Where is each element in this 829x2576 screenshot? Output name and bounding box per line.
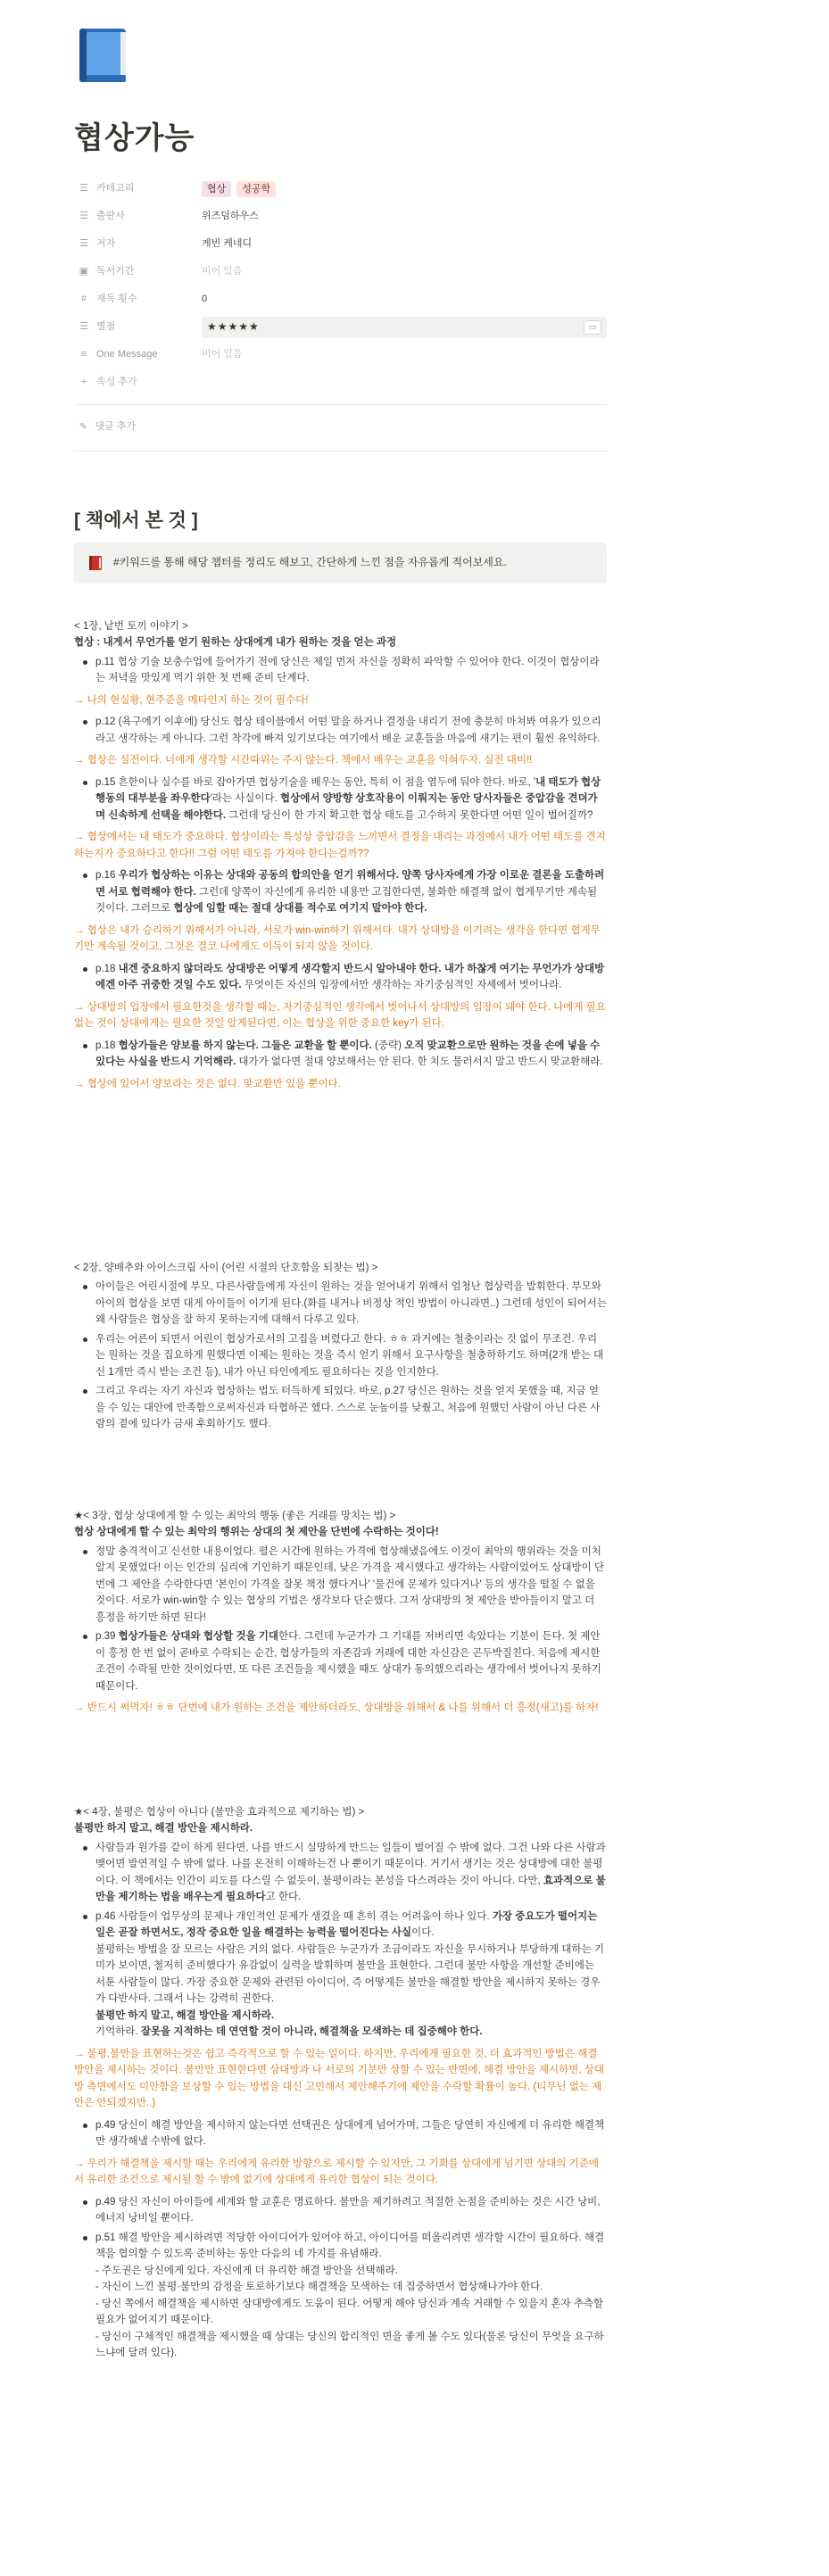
properties-panel	[74, 175, 607, 396]
list-icon: ☰	[79, 237, 88, 249]
comment-icon: ✎	[79, 422, 87, 432]
list-item: p.15 흔한이나 실수를 바로 잡아가면 협상기술을 배우는 동안, 특히 이 점을 염두에 둬야 한다. 바로, '내 태도가 협상 행동의 대부분을 좌우한다'라는 사실이다. 협상에서 양방향 상호작용이 이뤄지는 동안 당사자들은 중압감을 견뎌가며 신속하게 선택을 해야한다. 그런데 당신이 한 가지 확고한 협상 태도를 고수하지 못한다면 어떤 일이 벌어질까?	[74, 774, 607, 824]
note: → 상대방의 입장에서 필요한것을 생각할 때는, 자기중심적인 생각에서 벗어나서 상대방의 입장이 돼야 한다. 나에게 필요없는 것이 상대에게는 필요한 것일 알게된다면, 이는 협상을 위한 중요한 key가 된다.	[74, 1001, 606, 1030]
chapter-subtitle: 협상 상대에게 할 수 있는 최악의 행위는 상대의 첫 제안을 단번에 수락하는 것이다!	[74, 1527, 439, 1538]
list-icon: ☰	[79, 320, 88, 332]
note: → 불평,불만을 표현하는것은 쉽고 즉각적으로 할 수 있는 일이다. 하지만, 우리에게 필요한 것, 더 효과적인 방법은 해결 방안을 제시하는 것이다. 불만만 표현한다면 상대방과 나 서로의 기분만 상할 수 있는 반면에, 해결 방안을 제시하면, 상대방 측면에서도 미안함을 보상할 수 있는 방법을 대신 고민해서 제안해주기에 제안을 수락할 확률이 높다. (티무닌 없는 제안은 안되겠지만..)	[74, 2048, 604, 2109]
calendar-icon: ▣	[79, 265, 89, 277]
note: → 반드시 써먹자! ㅎㅎ 단번에 내가 원하는 조건을 제안하더라도, 상대방을 위해서 & 나를 위해서 더 흥정(새고)를 하자!	[74, 1702, 599, 1714]
list-item: 아이들은 어린시절에 부모, 다른사람들에게 자신이 원하는 것을 얻어내기 위해서 엄청난 협상력을 발휘한다. 부모와 아이의 협상을 보면 대게 아이들이 이기게 된다.(화를 내거나 비정상 적인 방법이 아니라면..) 그런데 성인이 되어서는 왜 사람들은 협상을 잘 하지 못하는지에 대해서 다루고 있다.	[74, 1279, 607, 1329]
note: → 우리가 해결책을 제시할 때는 우리에게 유리한 방향으로 제시할 수 있지만, 그 기회를 상대에게 넘기면 상대의 기준에서 유리한 조건으로 제시될 할 수 밖에 없기에 상대에게 유리한 협상이 되는 것이다.	[74, 2158, 599, 2186]
list-item: 정말 충격적이고 신선한 내용이었다. 펼은 시간에 원하는 가격에 협상해냈음에도 이것이 최악의 행위라는 것을 미처 알지 못했었다! 이는 인간의 심리에 기인하기 때문인데, 낮은 가격을 제시했다고 생각하는 사람이었어도 상대방이 단번에 그 제안을 수락한다면 '본인이 가격을 잘못 책정 했다거나' '물건에 문제가 있다거나' 등의 생각을 떨칠 수 없을 것이다. 서로가 win-win할 수 있는 협상의 기법은 생각보다 단순했다. 그저 상대방의 첫 제안을 받아들이지 말고 더 흥정을 하기만 하면 된다!	[74, 1544, 607, 1627]
chapter-subtitle: 협상 : 내게서 무언가를 얻기 원하는 상대에게 내가 원하는 것을 얻는 과정	[74, 637, 397, 649]
list-item: p.46 사람들이 업무상의 문제나 개인적인 문제가 생겼을 때 흔히 겪는 어려움이 하나 있다. 가장 중요도가 떨어지는 일은 곧잘 하면서도, 정작 중요한 일을 해결하는 능력을 떨어진다는 사실이다. 불평하는 방법을 잘 모르는 사람은 거의 없다. 사람들은 누군가가 조금이라도 자신을 무시하거나 부당하게 대하는 기미가 보이면, 철저히 준비했다가 유감없이 실력을 발휘하며 불만을 표현한다. 그런데 불만 사항을 개선할 준비에는 서툰 사람들이 많다. 가장 중요한 문제와 관련된 아이디어, 즉 어떻게든 불만을 해결할 방안을 제시하지 못하는 경우가 다반사다. 그래서 나는 강력히 권한다. 불평만 하지 말고, 해결 방안을 제시하라. 기억하라. 잘못을 지적하는 데 연연할 것이 아니라, 해결책을 모색하는 데 집중해야 한다.	[74, 1909, 607, 2041]
list-item: p.49 당신 자신이 아이들에 세계와 할 교훈은 명료하다. 불만을 제기하려고 적절한 논점을 준비하는 것은 시간 낭비, 에너지 낭비일 뿐이다.	[74, 2194, 607, 2227]
tag-success[interactable]: 성공학	[236, 181, 276, 197]
divider	[74, 404, 607, 405]
plus-icon: +	[80, 376, 87, 387]
chapter-2	[74, 1260, 607, 1436]
page-title[interactable]: 협상가능	[74, 121, 195, 155]
hash-icon: #	[80, 293, 87, 304]
chapter-3	[74, 1508, 607, 1722]
list-icon: ☰	[79, 210, 88, 221]
text-icon: ≡	[80, 348, 87, 360]
list-item: p.18 내겐 중요하지 않더라도 상대방은 어떻게 생각할지 반드시 알아내야 한다. 내가 하찮게 여기는 무언가가 상대방에겐 아주 귀중한 것일 수도 있다. 무엇이든 자신의 입장에서만 생각하는 자기중심적인 자세에서 벗어나라.	[74, 961, 607, 994]
property-rating[interactable]: ☰ 별점 ★★★★★ ▭	[74, 313, 607, 341]
property-reread-count[interactable]: # 재독 횟수 0	[74, 286, 607, 313]
list-item: 우리는 어른이 되면서 어린이 협상가로서의 고집을 버렸다고 한다. ㅎㅎ 과거에는 철충이라는 것 없이 무조건. 우리는 원하는 것을 집요하게 원했다면 이제는 원하는 것을 즉시 얻기 위해서 요구사항을 철충하하기도 하며(2개 받는 대신 1개만 즉시 받는 조건 등), 내가 아닌 타인에게도 필요하다는 것을 인지한다.	[74, 1331, 607, 1381]
add-comment-button[interactable]: ✎ 댓글 추가	[74, 413, 607, 442]
blue-book-icon[interactable]	[74, 25, 133, 84]
add-property-button[interactable]: + 속성 추가	[74, 369, 607, 396]
chapter-title: ★< 3장, 협상 상대에게 할 수 있는 최악의 행동 (좋은 거래를 망치는 법) >	[74, 1511, 396, 1521]
callout: #키워드를 통해 해당 챕터를 정리도 해보고, 간단하게 느낀 점을 자유롭게 적어보세요.	[74, 543, 607, 584]
chapter-title: < 2장, 양배추와 아이스크림 사이 (어린 시절의 단호함을 되찾는 법) >	[74, 1263, 378, 1273]
note: → 협상에서는 내 태도가 중요하다. 협상이라는 특성상 중압감을 느끼면서 결정을 내리는 과정에서 내가 어떤 태도를 견지하는지가 중요하다고 한다!! 그럼 어떤 태도를 가져야 한다는걸까??	[74, 832, 606, 859]
property-author[interactable]: ☰ 저자 게빈 케네디	[74, 230, 607, 258]
list-item: p.39 협상가들은 상대와 협상할 것을 기대한다. 그런데 누군가가 그 기대를 저버리면 속았다는 기분이 든다. 첫 제안이 흥정 한 번 없이 곧바로 수락되는 순간, 협상가들의 자존감과 거래에 대한 자신감은 곤두박질친다. 처음에 제시한 조건이 수락될 만한 것이었다면, 또 다른 조건들을 제시했을 때도 상대가 동의했으리라는 생각에서 벗어나지 못하기 때문이다.	[74, 1628, 607, 1694]
chapter-subtitle: 불평만 하지 말고, 해결 방안을 제시하라.	[74, 1823, 253, 1835]
list-item: p.51 해결 방안을 제시하려면 적당한 아이디어가 있어야 하고, 아이디어를 떠올리려면 생각할 시간이 필요하다. 해결책을 협의할 수 있도록 준비하는 동안 다음의 네 가지를 유념해라. - 주도권은 당신에게 있다. 자신에게 더 유리한 해결 방안을 선택해라. - 자신이 느낀 불평·불만의 감정을 토로하기보다 해결책을 모색하는 데 집중하면서 협상해나가야 한다. - 당신 쪽에서 해결책을 제시하면 상대방에게도 도움이 된다. 어떻게 해야 당신과 계속 거래할 수 있을지 혼자 추측할 필요가 없어지기 때문이다. - 당신이 구체적인 해결책을 제시했을 때 상대는 당신의 합리적인 면을 좋게 볼 수도 있다(물론 당신이 무엇을 요구하느냐에 달려 있다).	[74, 2230, 607, 2362]
red-book-icon	[88, 555, 103, 571]
list-item: p.11 협상 기술 보충수업에 들어가기 전에 당신은 제일 먼저 자신을 정확히 파악할 수 있어야 한다. 이것이 협상이라는 저녁을 맛있게 먹기 위한 첫 번째 준비 단계다.	[74, 654, 607, 687]
note: → 협상에 있어서 양보라는 것은 없다. 맞교환만 있을 뿐이다.	[74, 1078, 341, 1089]
property-reading-period[interactable]: ▣ 독서기간 비어 있음	[74, 258, 607, 286]
list-item: 그리고 우리는 자기 자신과 협상하는 법도 터득하게 되었다. 바로, p.27 당신은 원하는 것을 얻지 못했을 때, 지금 얻을 수 있는 대안에 만족함으로써자신과 타협하곤 했다. 스스로 눈높이를 낮췄고, 처음에 원했던 사람이 아닌 다른 사람의 곁에 있다가 금새 후회하기도 했다.	[74, 1383, 607, 1433]
list-item: p.18 협상가들은 양보를 하지 않는다. 그들은 교환을 할 뿐이다. (중략) 오직 맞교환으로만 원하는 것을 손에 넣을 수 있다는 사실을 반드시 기억해라. 대가가 없다면 절대 양보해서는 안 된다. 한 치도 물러서지 말고 반드시 맞교환해라.	[74, 1038, 607, 1071]
list-item: p.12 (욕구에기 이후에) 당신도 협상 테이블에서 어떤 말을 하거나 결정을 내리기 전에 충분히 마쳐봐 여유가 있으리라고 생각하는 게 아니다. 그런 착각에 빠져 있기보다는 여기에서 배운 교훈들을 마음에 새기는 편이 훨씬 유익하다.	[74, 714, 607, 747]
rating-stars: ★★★★★	[207, 319, 260, 333]
tag-negotiation[interactable]: 협상	[202, 181, 231, 197]
list-item: 사람들과 원가를 같이 하게 된다면, 나를 반드시 실망하게 만드는 일들이 벌어질 수 밖에 없다. 그건 나와 다른 사람과 맺어면 발연적일 수 밖에 없다. 나를 온전히 이해하는건 나 뿐이기 때문이다. 거기서 생기는 것은 상대방에 대한 불평이다. 이 책에서는 인간이 피도를 다스릴 수 없듯이, 불평이라는 본성을 다스려라는 것이 아니다. 다만, 효과적으로 불만을 제기하는 법을 배우는게 필요하다고 한다.	[74, 1840, 607, 1906]
comment-icon[interactable]: ▭	[584, 320, 601, 335]
list-item: p.16 우리가 협상하는 이유는 상대와 공동의 합의안을 얻기 위해서다. 양쪽 당사자에게 가장 이로운 결론을 도출하려면 서로 협력해야 한다. 그런데 양쪽이 자신에게 유리한 내용만 고집한다면, 불화한 해결책 없이 협게무기만 계속될 것이다. 그러므로 협상에 임할 때는 절대 상대를 적수로 여기지 말아야 한다.	[74, 867, 607, 917]
chapter-title: < 1장, 낱번 토끼 이야기 >	[74, 621, 188, 632]
chapter-4	[74, 1804, 607, 2365]
property-one-message[interactable]: ≡ One Message 비어 있음	[74, 341, 607, 369]
chapter-title: ★< 4장, 불평은 협상이 아니다 (불만을 효과적으로 제기하는 법) >	[74, 1807, 365, 1818]
list-item: p.49 당신이 해결 방안을 제시하지 않는다면 선택권은 상대에게 넘어가며, 그들은 당연히 자신에게 더 유리한 해결책만 생각해낼 수밖에 없다.	[74, 2117, 607, 2150]
property-category[interactable]: ☰ 카테고리 협상 성공학	[74, 175, 607, 203]
section-heading: [ 책에서 본 것 ]	[74, 510, 198, 531]
property-publisher[interactable]: ☰ 출판사 위즈덤하우스	[74, 203, 607, 230]
list-icon: ☰	[79, 182, 88, 194]
note: → 협상은 실전이다. 너에게 생각할 시간따위는 주지 않는다. 책에서 배우는 교훈을 익혀두자. 실전 대비!!	[74, 755, 533, 766]
chapter-1	[74, 618, 607, 1097]
note: → 협상은 내가 승리하기 위해서가 아니라, 서로가 win-win하기 위해서다. 내가 상대방을 이기려는 생각을 한다면 협게무기만 계속될 것이고, 그것은 결코 나에게도 이득이 되지 않을 것이다.	[74, 924, 601, 953]
note: → 나의 현실황, 현주준을 메타인지 하는 것이 필수다!	[74, 694, 309, 706]
